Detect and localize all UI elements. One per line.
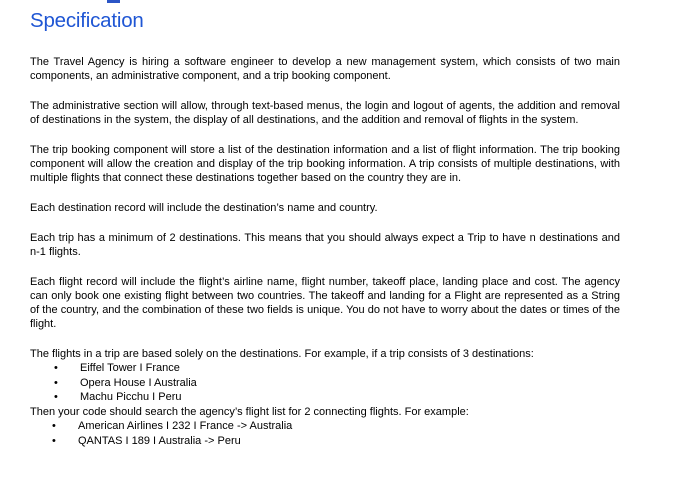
document-page [30,8,620,448]
bullet: • [54,362,58,374]
paragraph-destination-record: Each destination record will include the destination’s name and country. [30,202,378,214]
flight-item-text: QANTAS I 189 I Australia -> Peru [78,434,241,447]
paragraph-flights-intro: Then your code should search the agency’s flight list for 2 connecting flights. For example: [30,405,469,418]
list-item [30,390,620,405]
list-item [30,419,620,434]
top-edge-mark [107,0,120,3]
paragraph-intro: The Travel Agency is hiring a software engineer to develop a new management system, which consists of two main components, an administrative component, and a trip booking component. [30,56,620,82]
list-item [30,361,620,376]
bullet: • [52,420,56,432]
destination-item-text: Opera House I Australia [80,376,197,389]
bullet: • [54,391,58,403]
flight-item-text: American Airlines I 232 I France -> Australia [78,420,293,432]
paragraph-admin: The administrative section will allow, through text-based menus, the login and logout of agents, the addition and removal of destinations in the system, the display of all destinations, and the addition and removal of flights in the system. [30,100,620,126]
destination-item-text: Machu Picchu I Peru [80,391,182,403]
paragraph-booking: The trip booking component will store a list of the destination information and a list of flight information. The trip booking component will allow the creation and display of the trip booking information. A trip consists of multiple destinations, with multiple flights that connect these destinations together based on the country they are in. [30,144,620,184]
destination-item-text: Eiffel Tower I France [80,362,180,374]
bullet: • [52,434,56,447]
list-item [30,376,620,391]
bullet: • [54,376,58,389]
page-title: Specification [30,9,144,32]
paragraph-trip-minimum: Each trip has a minimum of 2 destinations. This means that you should always expect a Trip to have n destinations and n-1 flights. [30,232,620,258]
flight-list [30,419,620,448]
destination-list [30,361,620,405]
list-item [30,434,620,449]
paragraph-flights-in-trip: The flights in a trip are based solely on the destinations. For example, if a trip consists of 3 destinations: [30,348,534,360]
paragraph-flight-record: Each flight record will include the flight’s airline name, flight number, takeoff place, landing place and cost. The agency can only book one existing flight between two countries. The takeoff and landing for a Flight are represented as a String of the country, and the combination of these two fields is unique. You do not have to worry about the dates or times of the flight. [30,276,620,330]
